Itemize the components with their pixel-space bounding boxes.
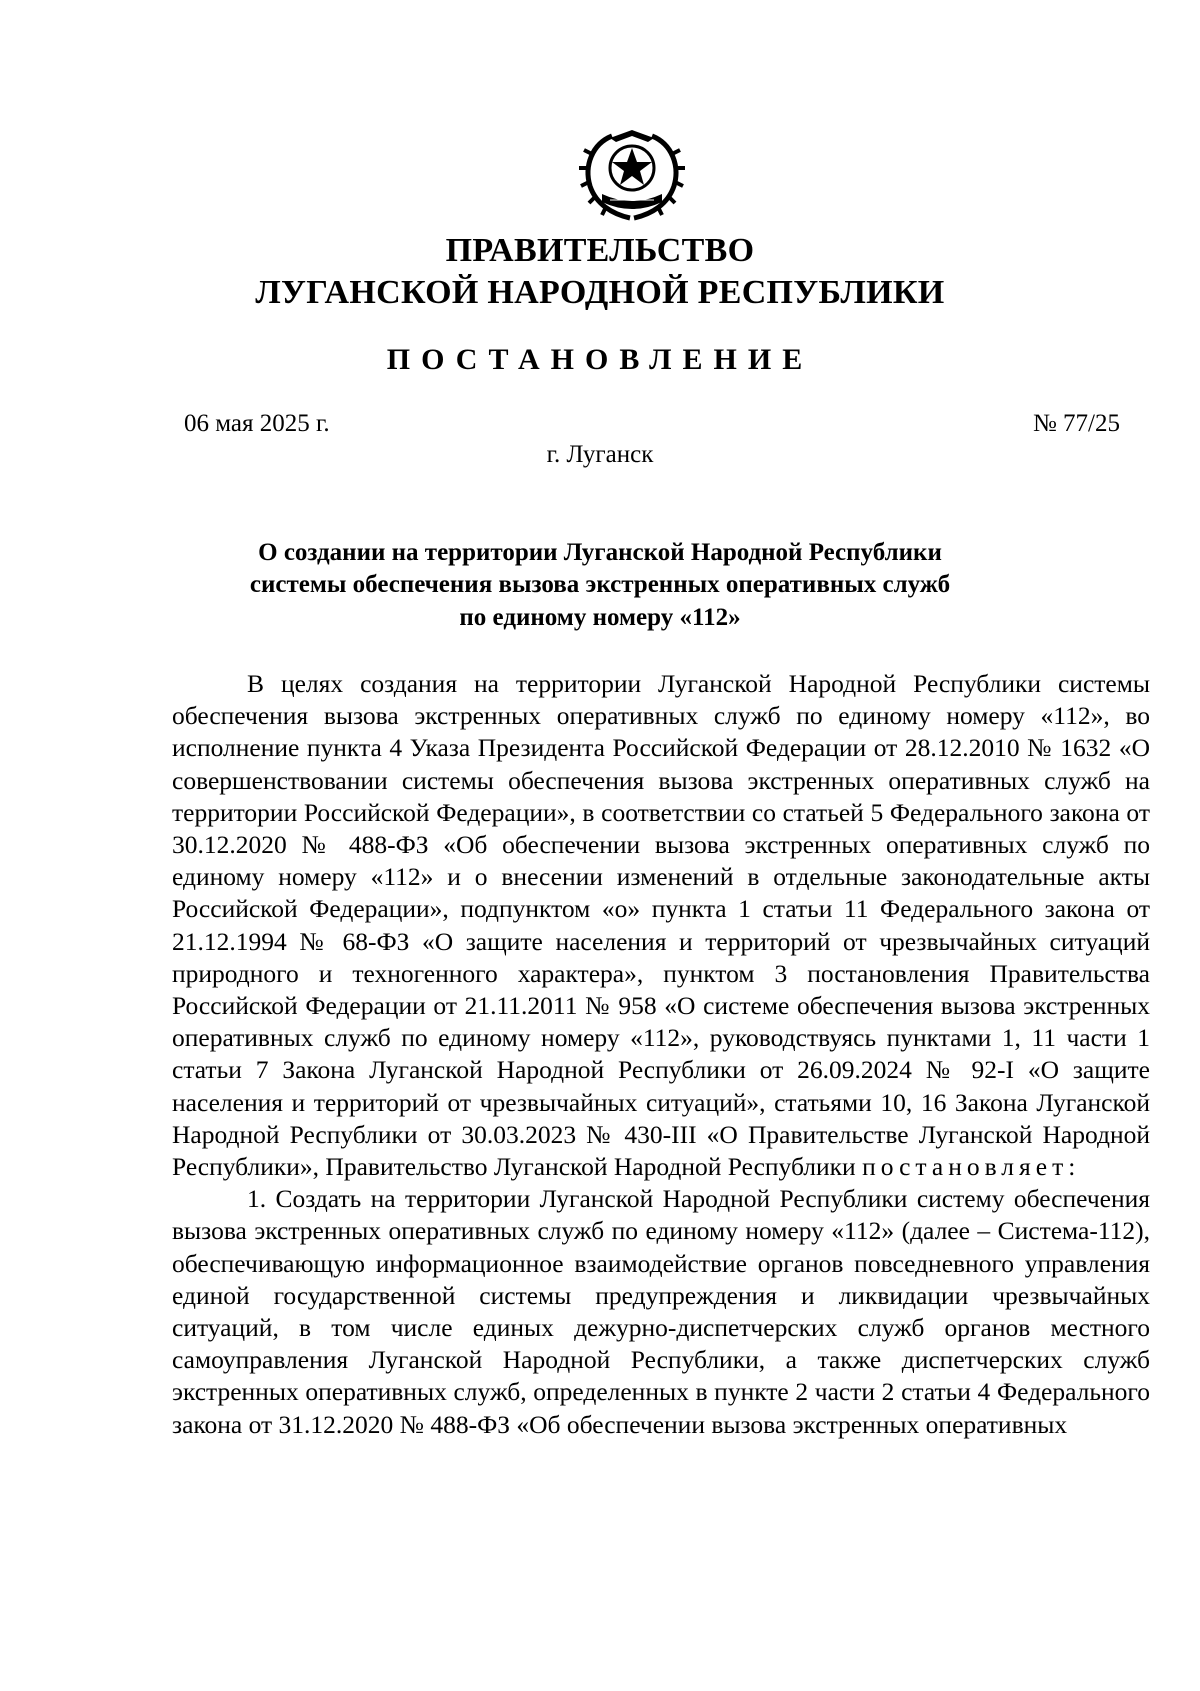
document-body xyxy=(172,668,1150,1441)
subject-line3: по единому номеру «112» xyxy=(459,604,741,631)
document-date: 06 мая 2025 г. xyxy=(184,410,330,437)
document-number: № 77/25 xyxy=(1032,410,1120,437)
item-1-paragraph: 1. Создать на территории Луганской Народной Республики систему обеспечения вызова экстренных оперативных служб по единому номеру «112» (далее – Система-112), обеспечивающую информационное взаимодействие органов повседневного управления единой государственной системы предупреждения и ликвидации чрезвычайных ситуаций, в том числе единых дежурно-диспетчерских служб органов местного самоуправления Луганской Народной Республики, а также диспетчерских служб экстренных оперативных служб, определенных в пункте 2 части 2 статьи 4 Федерального закона от 31.12.2020 № 488-ФЗ «Об обеспечении вызова экстренных оперативных xyxy=(172,1184,1150,1439)
preamble-paragraph xyxy=(172,668,1150,1183)
preamble-text: В целях создания на территории Луганской Народной Республики системы обеспечения вызова экстренных оперативных служб по единому номеру «112», во исполнение пункта 4 Указа Президента Российской Федерации от 28.12.2010 № 1632 «О совершенствовании системы обеспечения вызова экстренных оперативных служб на территории Российской Федерации», в соответствии со статьей 5 Федерального закона от 30.12.2020 № 488-ФЗ «Об обеспечении вызова экстренных оперативных служб по единому номеру «112» и о внесении изменений в отдельные законодательные акты Российской Федерации», подпунктом «о» пункта 1 статьи 11 Федерального закона от 21.12.1994 № 68-ФЗ «О защите населения и территорий от чрезвычайных ситуаций природного и техногенного характера», пунктом 3 постановления Правительства Российской Федерации от 21.11.2011 № 958 «О системе обеспечения вызова экстренных оперативных служб по единому номеру «112», руководствуясь пунктами 1, 11 части 1 статьи 7 Закона Луганской Народной Республики от 26.09.2024 № 92-I «О защите населения и территорий от чрезвычайных ситуаций», статьями 10, 16 Закона Луганской Народной Республики от 30.03.2023 № 430-III «О Правительстве Луганской Народной Республики», Правительство Луганской Народной Республики xyxy=(172,669,1150,1182)
coat-of-arms-emblem-icon xyxy=(572,124,692,224)
subject-line2: системы обеспечения вызова экстренных оперативных служб xyxy=(249,571,951,598)
document-city: г. Луганск xyxy=(546,441,654,468)
resolves-word: постановляет: xyxy=(862,1152,1081,1182)
government-title-line1: ПРАВИТЕЛЬСТВО xyxy=(445,232,755,269)
government-title-line2: ЛУГАНСКОЙ НАРОДНОЙ РЕСПУБЛИКИ xyxy=(255,274,945,311)
document-type-title: ПОСТАНОВЛЕНИЕ xyxy=(386,343,814,376)
subject-line1: О создании на территории Луганской Народной Республики xyxy=(258,539,942,566)
